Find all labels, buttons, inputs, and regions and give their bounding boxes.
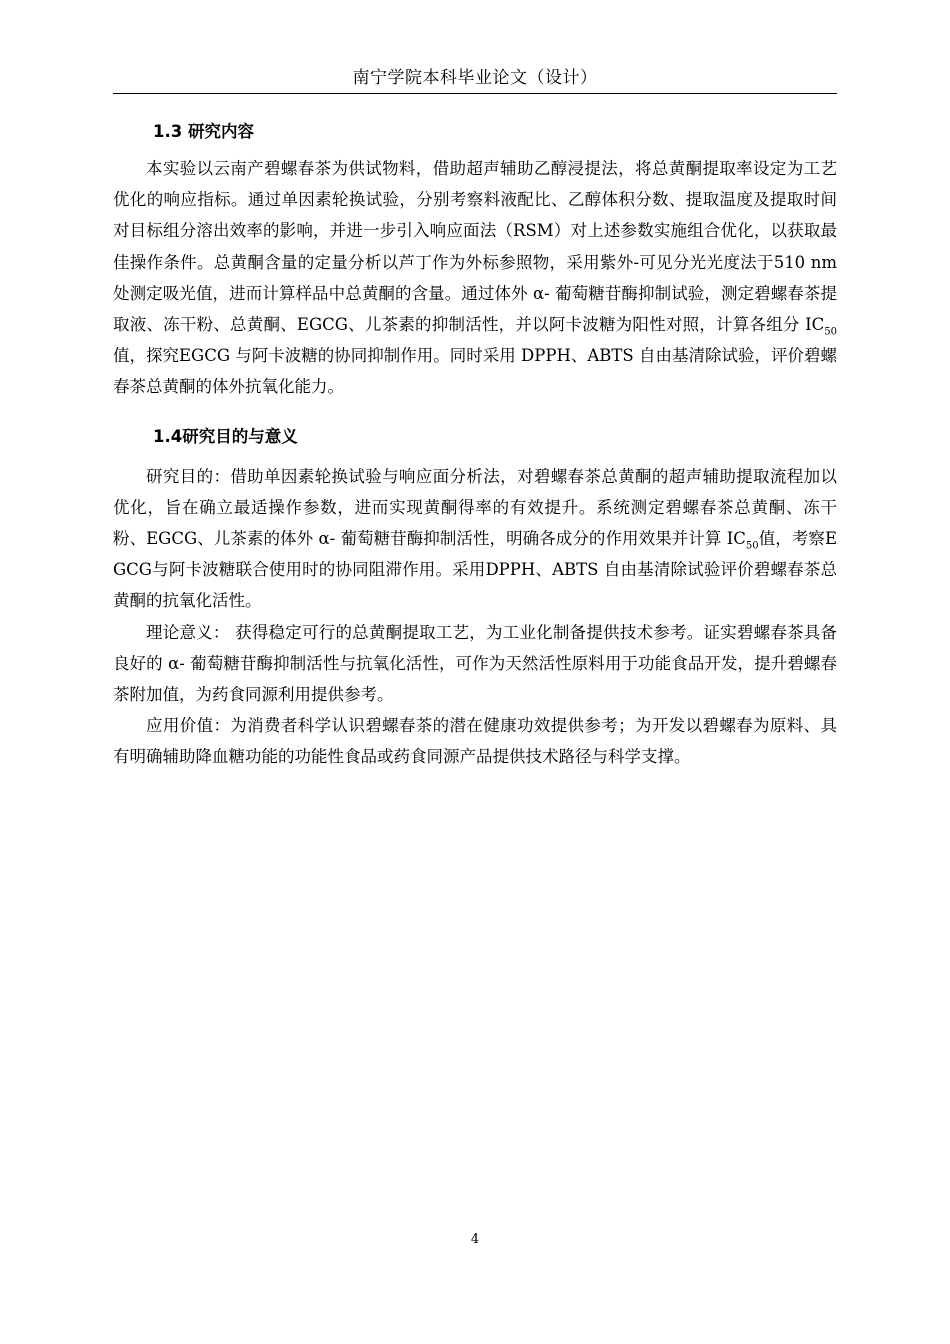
page-number: 4 <box>470 1232 480 1247</box>
running-header: 南宁学院本科毕业论文（设计） <box>352 68 598 88</box>
application-value-paragraph: 应用价值：为消费者科学认识碧螺春茶的潜在健康功效提供参考；为开发以碧螺春为原料、具有明确辅助降血糖功能的功能性食品或药食同源产品提供技术路径与科学支撑。 <box>113 716 837 767</box>
section-heading-1-3: 1.3 研究内容 <box>153 122 254 141</box>
theoretical-significance-paragraph: 理论意义： 获得稳定可行的总黄酮提取工艺，为工业化制备提供技术参考。证实碧螺春茶具备良好的 α- 葡萄糖苷酶抑制活性与抗氧化活性，可作为天然活性原料用于功能食品开发，提升碧螺春茶附加值，为药食同源利用提供参考。 <box>113 622 837 705</box>
header-rule <box>113 93 837 94</box>
research-content-paragraph: 本实验以云南产碧螺春茶为供试物料，借助超声辅助乙醇浸提法，将总黄酮提取率设定为工艺优化的响应指标。通过单因素轮换试验，分别考察料液配比、乙醇体积分数、提取温度及提取时间对目标组分溶出效率的影响，并进一步引入响应面法（RSM）对上述参数实施组合优化，以获取最佳操作条件。总黄酮含量的定量分析以芦丁作为外标参照物，采用紫外-可见分光光度法于510 nm处测定吸光值，进而计算样品中总黄酮的含量。通过体外 α- 葡萄糖苷酶抑制试验，测定碧螺春茶提取液、冻干粉、总黄酮、EGCG、儿茶素的抑制活性，并以阿卡波糖为阳性对照，计算各组分 $IC_{50}$ 值，探究EGCG 与阿卡波糖的协同抑制作用。同时采用 DPPH、ABTS 自由基清除试验，评价碧螺春茶总黄酮的体外抗氧化能力。 <box>113 159 837 397</box>
section-heading-1-4: 1.4研究目的与意义 <box>153 426 298 446</box>
page-content <box>113 114 837 773</box>
research-purpose-paragraph: 研究目的：借助单因素轮换试验与响应面分析法，对碧螺春茶总黄酮的超声辅助提取流程加以优化，旨在确立最适操作参数，进而实现黄酮得率的有效提升。系统测定碧螺春茶总黄酮、冻干粉、EGCG、儿茶素的体外 α- 葡萄糖苷酶抑制活性，明确各成分的作用效果并计算 $IC_{50}$值，考察EGCG与阿卡波糖联合使用时的协同阻滞作用。采用DPPH、ABTS 自由基清除试验评价碧螺春茶总黄酮的抗氧化活性。 <box>113 466 838 611</box>
